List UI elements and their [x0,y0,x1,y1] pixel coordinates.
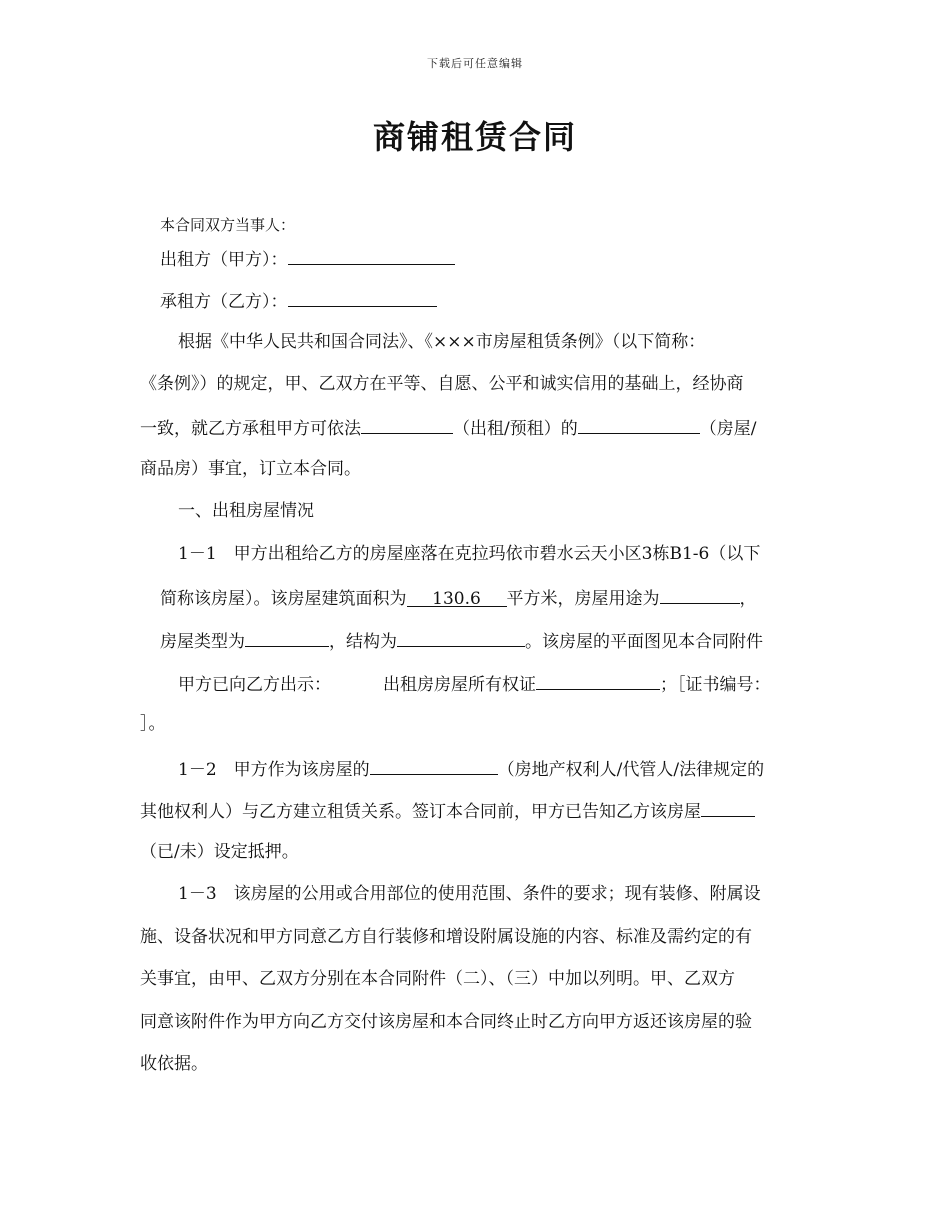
clause-1-3-line-5: 收依据。 [140,1054,208,1074]
structure-blank [397,627,525,647]
clause-1-3-line-3: 关事宜，由甲、乙双方分别在本合同附件（二）、（三）中加以列明。甲、乙双方 [140,969,735,989]
clause-1-2-text-c: 其他权利人）与乙方建立租赁关系。签订本合同前，甲方已告知乙方该房屋 [140,802,701,822]
clause-1-2-line-2 [140,797,812,824]
certificate-text-a: 甲方已向乙方出示： [178,675,331,695]
clause-1-3-line-4: 同意该附件作为甲方向乙方交付该房屋和本合同终止时乙方向甲方返还该房屋的验 [140,1012,752,1032]
clause-1-2-line-1 [178,755,850,782]
document-title: 商铺租赁合同 [372,118,577,156]
section-1-heading: 一、出租房屋情况 [178,501,314,521]
clause-1-3-line-2: 施、设备状况和甲方同意乙方自行装修和增设附属设施的内容、标准及需约定的有 [140,927,752,947]
clause-1-1-line-2 [160,584,832,611]
house-type-blank [245,627,329,647]
certificate-line-end: ］。 [140,714,166,734]
preamble-line-3 [140,414,812,441]
parties-intro: 本合同双方当事人： [160,216,296,234]
preamble-line-2: 《条例》）的规定，甲、乙双方在平等、自愿、公平和诚实信用的基础上，经协商 [140,374,744,394]
clause-1-1-text-c: ， [739,589,757,609]
mortgage-blank [701,797,755,817]
clause-1-3-line-1: 1－3 该房屋的公用或合用部位的使用范围、条件的要求；现有装修、附属设 [178,884,761,904]
certificate-text-c: ；［证书编号： [660,675,771,695]
clause-1-1-text-a: 简称该房屋）。该房屋建筑面积为 [160,589,407,609]
lessee-line [160,287,832,314]
lessee-label: 承租方（乙方）： [160,292,288,312]
lease-type-blank [361,414,453,434]
certificate-text-b: 出租房房屋所有权证 [383,675,536,695]
usage-blank [660,584,740,604]
clause-1-2-text-a: 1－2 甲方作为该房屋的 [178,760,370,780]
preamble-text-b: （出租/预租）的 [453,419,578,439]
clause-1-1-text-e: ，结构为 [329,632,397,652]
area-value: 130.6 [407,587,507,607]
preamble-line-1: 根据《中华人民共和国合同法》、《×××市房屋租赁条例》（以下简称： [178,332,706,352]
certificate-line [178,670,850,697]
preamble-line-4: 商品房）事宜，订立本合同。 [140,459,361,479]
certificate-blank [536,670,660,690]
preamble-text-a: 一致，就乙方承租甲方可依法 [140,419,361,439]
clause-1-1-line-1: 1－1 甲方出租给乙方的房屋座落在克拉玛依市碧水云天小区3栋B1-6（以下 [178,544,761,564]
lessor-label: 出租方（甲方）： [160,250,288,270]
clause-1-2-line-3: （已/未）设定抵押。 [140,842,299,862]
property-type-blank [578,414,700,434]
lessor-line [160,245,832,272]
owner-role-blank [370,755,498,775]
clause-1-1-line-3 [160,627,832,654]
clause-1-2-text-b: （房地产权利人/代管人/法律规定的 [497,760,765,780]
clause-1-1-text-f: 。该房屋的平面图见本合同附件 [525,632,763,652]
page-header: 下载后可任意编辑 [427,57,523,70]
clause-1-1-text-b: 平方米，房屋用途为 [506,589,660,609]
preamble-text-c: （房屋/ [699,419,757,439]
lessee-blank [288,287,437,307]
clause-1-1-text-d: 房屋类型为 [160,632,245,652]
lessor-blank [288,245,455,265]
